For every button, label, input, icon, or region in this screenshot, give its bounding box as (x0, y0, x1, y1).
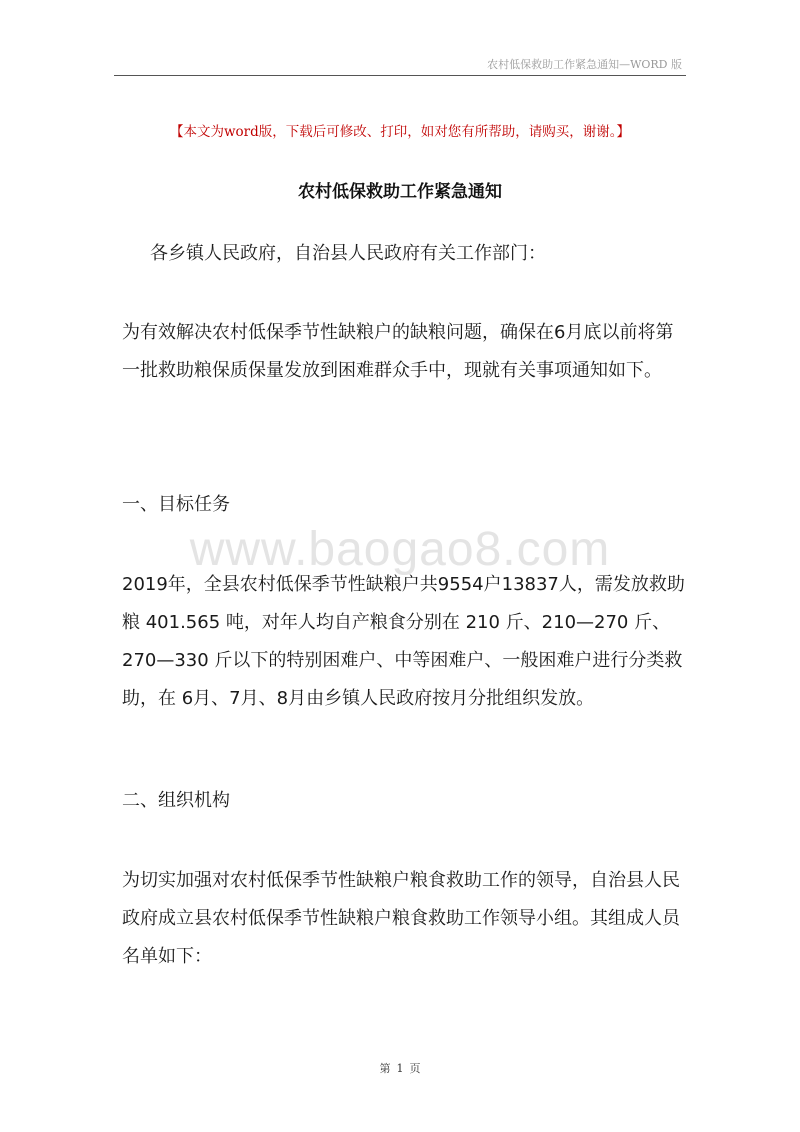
footer-suffix: 页 (409, 1062, 421, 1075)
watermark: www.baogao8.com (189, 523, 611, 576)
salutation: 各乡镇人民政府，自治县人民政府有关工作部门： (150, 243, 546, 264)
document-title: 农村低保救助工作紧急通知 (298, 182, 502, 202)
goals-paragraph: 2019年，全县农村低保季节性缺粮户共9554户13837人，需发放救助粮 401.565 吨，对年人均自产粮食分别在 210 斤、210—270 斤、270—330 斤以下的特别困难户、中等困难户、一般困难户进行分类救助，在 6月、7月、8月由乡镇人民政府按月分批组织发放。 (122, 574, 685, 709)
running-header: 农村低保救助工作紧急通知—WORD 版 (487, 58, 682, 71)
header-divider (114, 75, 686, 76)
page-footer (0, 1060, 800, 1076)
purchase-notice: 【本文为word版，下载后可修改、打印，如对您有所帮助，请购买，谢谢。】 (169, 124, 631, 140)
intro-paragraph: 为有效解决农村低保季节性缺粮户的缺粮问题，确保在6月底以前将第一批救助粮保质保量发放到困难群众手中，现就有关事项通知如下。 (122, 322, 674, 381)
section-heading-goals: 一、目标任务 (122, 494, 230, 515)
footer-prefix: 第 (379, 1062, 391, 1075)
section-heading-organization: 二、组织机构 (122, 790, 230, 811)
organization-paragraph: 为切实加强对农村低保季节性缺粮户粮食救助工作的领导，自治县人民政府成立县农村低保季节性缺粮户粮食救助工作领导小组。其组成人员名单如下： (122, 870, 680, 967)
page-number: 1 (396, 1062, 404, 1075)
